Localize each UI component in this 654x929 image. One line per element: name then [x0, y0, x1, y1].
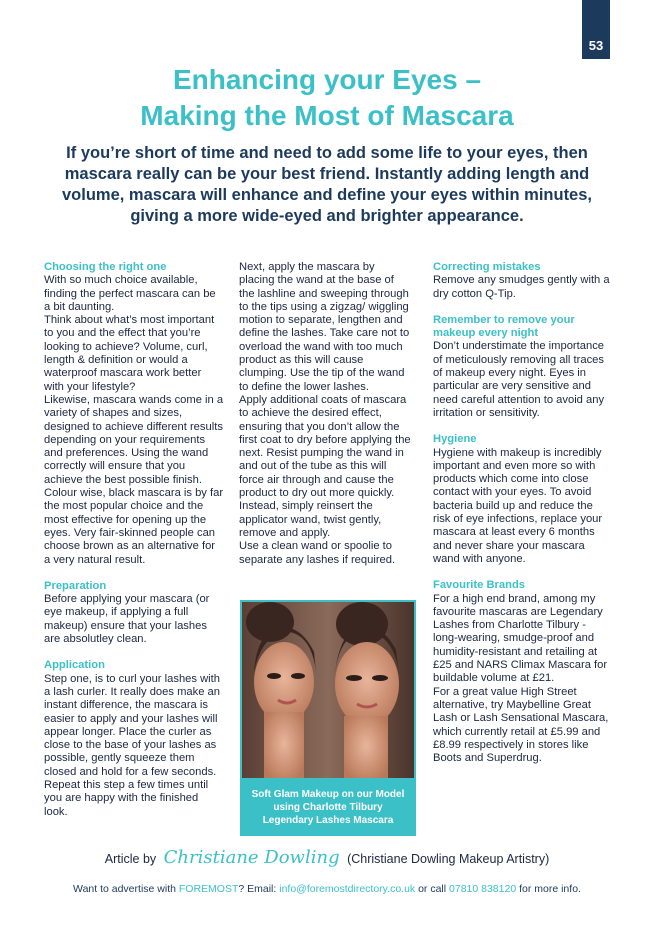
footer-text: ? Email:: [238, 883, 280, 895]
paragraph: For a great value High Street alternative, try Maybelline Great Lash or Lash Sensational Mascara, which currently retail at £5.99 and £8.99 respectively in stores like Boots and Superdrug.: [433, 685, 609, 765]
byline-prefix: Article by: [104, 852, 157, 866]
column-middle: [239, 261, 412, 567]
heading-favourite-brands: Favourite Brands: [433, 579, 526, 592]
paragraph: Step one, is to curl your lashes with a lash curler. It really does make an instant difference, the mascara is easier to apply and your lashes will appear longer. Place the curler as close to the base of your lashes as possible, gently squeeze them closed and hold for a few seconds. Repeat this step a few times until you are happy with the finished look.: [44, 672, 220, 818]
intro-paragraph: If you’re short of time and need to add some life to your eyes, then mascara really can be your best friend. Instantly adding length and volume, mascara will enhance and define your eyes within minutes, giving a more wide-eyed and brighter appearance.: [62, 144, 592, 225]
heading-remove-makeup: Remember to remove your makeup every night: [433, 313, 575, 340]
phone-link[interactable]: 07810 838120: [449, 883, 517, 895]
heading-correcting: Correcting mistakes: [433, 261, 541, 273]
title-line-2: Making the Most of Mascara: [140, 100, 514, 131]
paragraph: Remove any smudges gently with a dry cotton Q-Tip.: [433, 274, 610, 300]
paragraph: Hygiene with makeup is incredibly important and even more so with products which come into close contact with your eyes. To avoid bacteria build up and reduce the risk of eye infections, replace your mascara at least every 6 months and never share your mascara wand with anyone.: [433, 446, 603, 565]
paragraph: With so much choice available, finding the perfect mascara can be a bit daunting.: [44, 274, 216, 313]
paragraph: Use a clean wand or spoolie to separate any lashes if required.: [239, 540, 396, 566]
paragraph: Don’t understimate the importance of meticulously removing all traces of makeup every night. Eyes in particular are very sensitive and need careful attention to avoid any irritation or sensitivity.: [433, 340, 605, 419]
email-link[interactable]: info@foremostdirectory.co.uk: [279, 883, 416, 895]
footer-text: Want to advertise with: [73, 883, 179, 895]
model-photo: [242, 602, 414, 778]
paragraph: Next, apply the mascara by placing the wand at the base of the lashline and sweeping through to the tips using a zigzag/ wiggling motion to separate, lengthen and define the lashes. Take care not to overload the wand with too much product as this will cause clumping. Use the tip of the wand to define the lower lashes.: [239, 261, 410, 393]
model-photo-frame: [240, 600, 416, 836]
byline-suffix: (Christiane Dowling Makeup Artistry): [347, 852, 550, 866]
paragraph: Before applying your mascara (or eye makeup, if applying a full makeup) ensure that your lashes are absolutley clean.: [44, 593, 210, 646]
footer-text: or call: [415, 883, 450, 895]
page-number: 53: [582, 0, 610, 59]
column-left: [44, 261, 224, 819]
heading-choosing: Choosing the right one: [44, 261, 167, 273]
photo-caption: Soft Glam Makeup on our Model using Charlotte Tilbury Legendary Lashes Mascara: [251, 789, 405, 826]
brand-link[interactable]: FOREMOST: [178, 883, 239, 895]
column-right: [433, 261, 613, 765]
heading-preparation: Preparation: [44, 579, 107, 592]
paragraph: Colour wise, black mascara is by far the most popular choice and the most effective for opening up the eyes. Very fair-skinned people can choose brown as an alternative for a very natural result.: [44, 487, 224, 566]
title-line-1: Enhancing your Eyes –: [172, 64, 482, 95]
footer-advert: [0, 883, 654, 895]
article-byline: [0, 847, 654, 868]
paragraph: Apply additional coats of mascara to achieve the desired effect, ensuring that you don’t allow the first coat to dry before applying the next. Resist pumping the wand in and out of the tube as this will force air through and cause the product to dry out more quickly. Instead, simply reinsert the applicator wand, twist gently, remove and apply.: [239, 393, 411, 539]
author-signature: Christiane Dowling: [163, 847, 340, 868]
paragraph: Think about what’s most important to you and the effect that you’re looking to achieve? Volume, curl, length & definition or would a waterproof mascara work better with your lifestyle?: [44, 314, 215, 393]
heading-hygiene: Hygiene: [433, 433, 477, 446]
paragraph: For a high end brand, among my favourite mascaras are Legendary Lashes from Charlotte Tilbury - long-wearing, smudge-proof and humidity-resistant and retailing at £25 and NARS Climax Mascara for buildable volume at £21.: [433, 592, 608, 685]
heading-application: Application: [44, 659, 105, 672]
footer-text: for more info.: [516, 883, 581, 895]
paragraph: Likewise, mascara wands come in a variety of shapes and sizes, designed to achieve different results depending on your requirements and preferences. Using the wand correctly will ensure that you achieve the best possible finish.: [44, 393, 224, 486]
